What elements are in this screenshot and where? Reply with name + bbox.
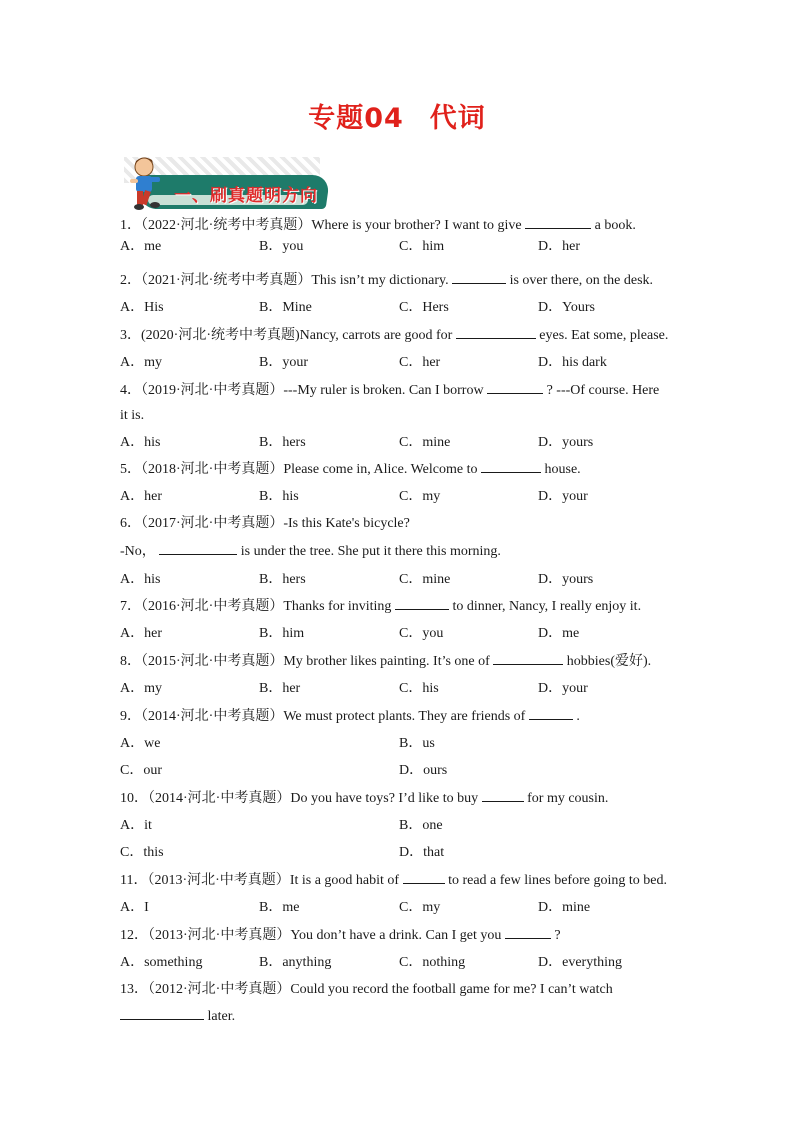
answer-option[interactable]: C．mine <box>399 435 451 450</box>
question-number: 1． <box>120 218 141 233</box>
question-stem <box>120 926 561 945</box>
question-text: You don’t have a drink. Can I get you <box>290 928 502 943</box>
answer-option[interactable]: B．Mine <box>259 300 312 315</box>
question-text: Do you have toys? I’d like to buy <box>290 791 479 806</box>
question-text-end: hobbies(爱好). <box>566 654 652 669</box>
question-number: 8． <box>120 654 141 669</box>
question-source: （2013·河北·中考真题） <box>148 928 291 943</box>
question-number: 12． <box>120 928 148 943</box>
question-text: -Is this Kate's bicycle? <box>283 516 410 531</box>
answer-option[interactable]: B．him <box>259 626 305 641</box>
banner-label: 一、刷真题明方向 <box>174 186 318 206</box>
question-text: Please come in, Alice. Welcome to <box>283 462 478 477</box>
answer-blank[interactable] <box>452 271 506 284</box>
answer-option[interactable]: D．me <box>538 626 580 641</box>
answer-option[interactable]: A．I <box>120 900 149 915</box>
question-text-end: a book. <box>594 218 636 233</box>
question-text-end: ? ---Of course. Here <box>546 383 660 398</box>
answer-option[interactable]: B．us <box>399 736 435 751</box>
question-text-end: ? <box>554 928 561 943</box>
question-source: （2012·河北·中考真题） <box>148 982 291 997</box>
answer-blank[interactable] <box>120 1007 204 1020</box>
title-topic: 专题04 <box>308 103 404 134</box>
answer-option[interactable]: A．something <box>120 955 203 970</box>
answer-option[interactable]: A．me <box>120 239 162 254</box>
answer-option[interactable]: C．you <box>399 626 444 641</box>
answer-blank[interactable] <box>505 926 551 939</box>
question-stem <box>120 326 668 345</box>
answer-option[interactable]: A．my <box>120 681 162 696</box>
question-stem <box>120 515 410 533</box>
question-number: 2． <box>120 273 141 288</box>
answer-option[interactable]: C．Hers <box>399 300 449 315</box>
question-stem <box>120 871 667 890</box>
answer-option[interactable]: D．his dark <box>538 355 607 370</box>
question-text-end: . <box>576 709 580 724</box>
answer-blank[interactable] <box>403 871 445 884</box>
answer-blank[interactable] <box>159 542 237 555</box>
answer-option[interactable]: C．him <box>399 239 445 254</box>
question-stem <box>120 981 613 999</box>
question-text: Could you record the football game for me? I can’t watch <box>290 982 613 997</box>
answer-option[interactable]: D．yours <box>538 572 594 587</box>
answer-blank[interactable] <box>525 216 591 229</box>
question-source: （2013·河北·中考真题） <box>147 873 290 888</box>
answer-option[interactable]: B．hers <box>259 435 306 450</box>
answer-option[interactable]: C．his <box>399 681 439 696</box>
question-text: -No， <box>120 544 156 559</box>
question-number: 10． <box>120 791 148 806</box>
answer-option[interactable]: A．it <box>120 818 152 833</box>
question-stem-continued <box>120 1007 235 1026</box>
answer-option[interactable]: A．my <box>120 355 162 370</box>
answer-blank[interactable] <box>481 460 541 473</box>
question-text-end: house. <box>544 462 581 477</box>
question-number: 4． <box>120 383 141 398</box>
question-number: 7． <box>120 599 141 614</box>
question-stem-continued <box>120 542 501 561</box>
question-stem-continued <box>120 407 144 425</box>
question-text: later. <box>207 1009 236 1024</box>
question-stem <box>120 707 580 726</box>
question-source: （2014·河北·中考真题） <box>148 791 291 806</box>
answer-option[interactable]: B．his <box>259 489 299 504</box>
answer-option[interactable]: C．my <box>399 900 441 915</box>
answer-option[interactable]: B．you <box>259 239 304 254</box>
answer-option[interactable]: A．her <box>120 626 162 641</box>
question-stem <box>120 597 641 616</box>
answer-blank[interactable] <box>487 381 543 394</box>
answer-option[interactable]: D．that <box>399 845 445 860</box>
answer-option[interactable]: A．her <box>120 489 162 504</box>
answer-option[interactable]: D．ours <box>399 763 448 778</box>
answer-option[interactable]: C．nothing <box>399 955 466 970</box>
question-number: 13． <box>120 982 148 997</box>
question-text-end: for my cousin. <box>527 791 609 806</box>
answer-option[interactable]: D．everything <box>538 955 622 970</box>
answer-option[interactable]: D．Yours <box>538 300 595 315</box>
question-source: （2018·河北·中考真题） <box>141 462 284 477</box>
answer-option[interactable]: C．this <box>120 845 164 860</box>
question-source: （2019·河北·中考真题） <box>141 383 284 398</box>
question-text: This isn’t my dictionary. <box>311 273 449 288</box>
answer-option[interactable]: B．me <box>259 900 300 915</box>
question-text: it is. <box>120 408 145 423</box>
question-source: （2017·河北·中考真题） <box>141 516 284 531</box>
question-source: （2015·河北·中考真题） <box>141 654 284 669</box>
question-text: We must protect plants. They are friends of <box>283 709 526 724</box>
question-stem <box>120 216 636 235</box>
question-text: is under the tree. She put it there this morning. <box>240 544 501 559</box>
answer-option[interactable]: D．your <box>538 489 588 504</box>
answer-option[interactable]: D．yours <box>538 435 594 450</box>
answer-blank[interactable] <box>456 326 536 339</box>
question-text: My brother likes painting. It’s one of <box>283 654 490 669</box>
answer-option[interactable]: B．one <box>399 818 443 833</box>
question-text: Nancy, carrots are good for <box>299 328 453 343</box>
question-number: 3． <box>120 328 141 343</box>
title-subject: 代词 <box>429 103 486 134</box>
answer-blank[interactable] <box>493 652 563 665</box>
question-stem <box>120 381 659 400</box>
question-source: （2016·河北·中考真题） <box>141 599 284 614</box>
student-mascot-icon <box>126 155 166 213</box>
question-number: 6． <box>120 516 141 531</box>
question-stem <box>120 460 581 479</box>
question-text: Thanks for inviting <box>283 599 392 614</box>
question-text-end: is over there, on the desk. <box>509 273 654 288</box>
answer-option[interactable]: A．His <box>120 300 164 315</box>
question-number: 5． <box>120 462 141 477</box>
answer-option[interactable]: B．her <box>259 681 301 696</box>
question-text: Where is your brother? I want to give <box>311 218 522 233</box>
question-stem <box>120 271 653 290</box>
question-text: ---My ruler is broken. Can I borrow <box>283 383 484 398</box>
answer-option[interactable]: A．his <box>120 572 161 587</box>
question-stem <box>120 789 608 808</box>
answer-option[interactable]: D．mine <box>538 900 591 915</box>
page-title <box>0 96 794 135</box>
question-source: （2022·河北·统考中考真题） <box>141 218 312 233</box>
answer-option[interactable]: B．anything <box>259 955 332 970</box>
question-text: It is a good habit of <box>289 873 400 888</box>
section-banner <box>122 155 326 213</box>
question-text-end: eyes. Eat some, please. <box>539 328 669 343</box>
answer-option[interactable]: D．your <box>538 681 588 696</box>
answer-option[interactable]: A．we <box>120 736 161 751</box>
answer-blank[interactable] <box>395 597 449 610</box>
answer-option[interactable]: B．hers <box>259 572 306 587</box>
question-source: （2014·河北·中考真题） <box>141 709 284 724</box>
answer-option[interactable]: D．her <box>538 239 580 254</box>
answer-blank[interactable] <box>529 707 573 720</box>
answer-option[interactable]: C．my <box>399 489 441 504</box>
question-stem <box>120 652 651 671</box>
answer-option[interactable]: C．her <box>399 355 441 370</box>
question-text-end: to dinner, Nancy, I really enjoy it. <box>452 599 642 614</box>
answer-option[interactable]: B．your <box>259 355 308 370</box>
question-number: 9． <box>120 709 141 724</box>
question-text-end: to read a few lines before going to bed. <box>448 873 667 888</box>
question-source: (2020·河北·统考中考真题) <box>141 328 300 343</box>
answer-option[interactable]: A．his <box>120 435 161 450</box>
answer-blank[interactable] <box>482 789 524 802</box>
question-source: （2021·河北·统考中考真题） <box>141 273 312 288</box>
answer-option[interactable]: C．mine <box>399 572 451 587</box>
question-number: 11． <box>120 873 148 888</box>
answer-option[interactable]: C．our <box>120 763 162 778</box>
